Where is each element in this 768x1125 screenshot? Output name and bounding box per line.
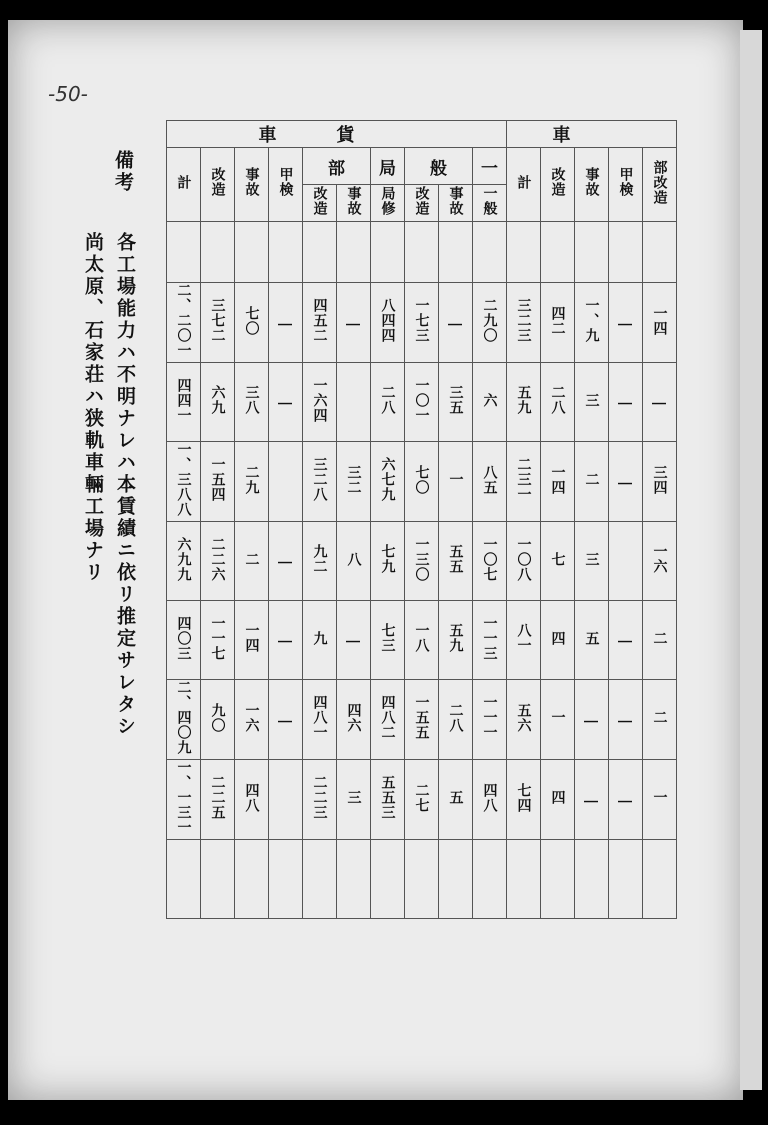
table-cell <box>609 442 643 522</box>
cell-value: 三八 <box>243 385 260 415</box>
cell-value: 三二三 <box>515 298 532 343</box>
table-cell <box>439 840 473 919</box>
section-header-right: 車 <box>507 121 677 148</box>
table-cell <box>235 760 269 840</box>
table-cell <box>337 363 371 442</box>
table-cell <box>201 680 235 760</box>
cell-value: 七三 <box>379 623 396 653</box>
cell-value: 一 <box>549 710 566 725</box>
cell-value: 四二 <box>549 305 566 336</box>
table-cell <box>575 840 609 919</box>
table-cell <box>235 442 269 522</box>
table-cell <box>609 363 643 442</box>
cell-value: 二二五 <box>209 775 226 820</box>
cell-value: 二、四〇九 <box>175 680 192 755</box>
table-cell <box>269 522 303 601</box>
cell-value: 四五二 <box>311 298 328 343</box>
col-header-local-repair: 局修 <box>371 185 405 222</box>
cell-value: 四 <box>549 790 566 805</box>
blank-row <box>167 222 677 283</box>
table-cell <box>405 283 439 363</box>
table-cell <box>473 442 507 522</box>
cell-value: 九二 <box>311 544 328 574</box>
table-row <box>167 840 677 919</box>
cell-value: 二九〇 <box>481 298 498 343</box>
subgroup-kyoku: 局 <box>371 148 405 185</box>
table-row <box>167 601 677 680</box>
table-cell <box>269 283 303 363</box>
table-row <box>167 522 677 601</box>
table-row <box>167 363 677 442</box>
cell-value: 九〇 <box>209 702 226 733</box>
section-header-left <box>167 121 507 148</box>
subgroup-ichi: 一 <box>473 148 507 185</box>
cell-value: 一 <box>447 472 464 487</box>
table-cell <box>473 760 507 840</box>
cell-value: 三五 <box>447 385 464 415</box>
subgroup-header-row <box>167 148 677 185</box>
table-cell <box>303 601 337 680</box>
table-cell <box>303 760 337 840</box>
cell-value: | <box>617 639 634 646</box>
table-cell <box>201 363 235 442</box>
remarks-line-2: 尚太原、石家荘ハ狭軌車輛工場ナリ <box>82 232 104 584</box>
table-cell <box>167 760 201 840</box>
cell-value: 七〇 <box>243 305 260 336</box>
col-header-han-accident: 事故 <box>439 185 473 222</box>
cell-value: | <box>277 401 294 408</box>
cell-value: 四四一 <box>175 377 192 423</box>
table-cell <box>405 442 439 522</box>
cell-value: 二 <box>243 551 260 567</box>
table-cell <box>167 363 201 442</box>
cell-value: | <box>277 639 294 646</box>
table-cell <box>575 522 609 601</box>
table-cell <box>575 283 609 363</box>
cell-value: 四〇三 <box>175 615 192 661</box>
table-cell <box>643 283 677 363</box>
table-cell <box>473 680 507 760</box>
table-cell <box>235 680 269 760</box>
cell-value: 一〇八 <box>515 536 532 582</box>
cell-value: 四八一 <box>311 695 328 740</box>
table-cell <box>507 363 541 442</box>
table-row <box>167 680 677 760</box>
table-cell <box>235 363 269 442</box>
table-cell <box>337 680 371 760</box>
table-cell <box>541 522 575 601</box>
cell-value: 二八 <box>447 702 464 733</box>
table-cell <box>337 442 371 522</box>
cell-value: 三二八 <box>311 457 328 502</box>
table-cell <box>609 680 643 760</box>
table-cell <box>371 283 405 363</box>
cell-value: | <box>617 480 634 487</box>
cell-value: 六七九 <box>379 457 396 502</box>
cell-value: | <box>651 401 668 408</box>
cell-value: 一一三 <box>481 615 498 661</box>
table-cell <box>201 442 235 522</box>
table-cell <box>609 840 643 919</box>
table-cell <box>269 442 303 522</box>
cell-value: 三二 <box>345 464 362 495</box>
table-cell <box>371 680 405 760</box>
cell-value: 一三〇 <box>413 536 430 582</box>
page-number: -50- <box>48 82 88 106</box>
table-cell <box>269 680 303 760</box>
table-cell <box>337 283 371 363</box>
table-cell <box>405 840 439 919</box>
cell-value: 六九 <box>209 385 226 415</box>
table-cell <box>575 442 609 522</box>
table-cell <box>269 760 303 840</box>
table-cell <box>541 283 575 363</box>
table-cell <box>405 601 439 680</box>
col-header-inspection-left: 甲検 <box>269 148 303 222</box>
table-cell <box>439 442 473 522</box>
table-cell <box>269 363 303 442</box>
cell-value: 八一 <box>515 623 532 653</box>
table-cell <box>371 760 405 840</box>
cell-value: 四八二 <box>379 695 396 740</box>
table-cell <box>507 840 541 919</box>
cell-value: 一、一三一 <box>175 760 192 835</box>
table-row <box>167 283 677 363</box>
table-cell <box>473 601 507 680</box>
table-cell <box>541 601 575 680</box>
table-cell <box>507 522 541 601</box>
cell-value: 七四 <box>515 782 532 813</box>
table-cell <box>235 601 269 680</box>
cell-value: 一〇一 <box>413 377 430 423</box>
table-cell <box>371 442 405 522</box>
cell-value: 七〇 <box>413 464 430 495</box>
table-cell <box>167 840 201 919</box>
table-cell <box>507 680 541 760</box>
cell-value: | <box>617 321 634 328</box>
table-cell <box>473 840 507 919</box>
cell-value: 一一一 <box>481 695 498 740</box>
cell-value: 一五五 <box>413 695 430 740</box>
table-cell <box>541 680 575 760</box>
table-cell <box>167 601 201 680</box>
cell-value: | <box>583 798 600 805</box>
table-cell <box>167 442 201 522</box>
table-cell <box>303 680 337 760</box>
cell-value: 五五 <box>447 544 464 574</box>
cell-value: 一一七 <box>209 615 226 661</box>
table-row <box>167 760 677 840</box>
cell-value: 二 <box>651 710 668 725</box>
cell-value: 八 <box>345 551 362 567</box>
col-header-han-modification: 改造 <box>405 185 439 222</box>
table-cell <box>575 760 609 840</box>
table-cell <box>235 840 269 919</box>
cell-value: | <box>617 718 634 725</box>
col-header-bu-modification-right: 部改造 <box>643 148 677 222</box>
table-cell <box>371 601 405 680</box>
cell-value: | <box>447 321 464 328</box>
cell-value: 三 <box>345 790 362 805</box>
col-header-bu-modification: 改造 <box>303 185 337 222</box>
table-cell <box>473 363 507 442</box>
table-cell <box>235 522 269 601</box>
table-cell <box>609 283 643 363</box>
col-header-total-left: 計 <box>167 148 201 222</box>
cell-value: 一、九 <box>583 298 600 343</box>
table-cell <box>405 760 439 840</box>
cell-value: 二七 <box>413 782 430 813</box>
table-cell <box>337 760 371 840</box>
table-cell <box>439 283 473 363</box>
subgroup-han: 般 <box>405 148 473 185</box>
cell-value: 三 <box>583 392 600 408</box>
table-cell <box>507 601 541 680</box>
section-header-row <box>167 121 677 148</box>
cell-value: | <box>277 718 294 725</box>
table-cell <box>439 680 473 760</box>
table-cell <box>643 601 677 680</box>
table-cell <box>439 760 473 840</box>
table-cell <box>201 760 235 840</box>
table-cell <box>609 601 643 680</box>
table-cell <box>167 680 201 760</box>
table-cell <box>439 363 473 442</box>
cell-value: 一六 <box>651 544 668 574</box>
cell-value: 一六 <box>243 702 260 733</box>
cell-value: | <box>277 321 294 328</box>
table-cell <box>507 760 541 840</box>
table-cell <box>541 760 575 840</box>
table-cell <box>643 363 677 442</box>
cell-value: 一四 <box>651 305 668 336</box>
table-cell <box>541 363 575 442</box>
cell-value: 五 <box>447 790 464 805</box>
table-cell <box>541 442 575 522</box>
col-header-general: 一般 <box>473 185 507 222</box>
cell-value: 二二三 <box>311 775 328 820</box>
cell-value: 二九 <box>243 464 260 495</box>
table-cell <box>439 522 473 601</box>
table-cell <box>643 840 677 919</box>
table-cell <box>643 760 677 840</box>
cell-value: 一四 <box>243 623 260 653</box>
table-body <box>167 283 677 919</box>
cell-value: 六 <box>481 392 498 408</box>
cell-value: 八四四 <box>379 298 396 343</box>
section-label-car: 車 <box>258 125 337 146</box>
table-cell <box>405 522 439 601</box>
table-cell <box>575 363 609 442</box>
table-cell <box>507 442 541 522</box>
cell-value: 一五四 <box>209 457 226 502</box>
cell-value: 二、二〇一 <box>175 283 192 358</box>
cell-value: | <box>617 401 634 408</box>
cell-value: 三四 <box>651 464 668 495</box>
table-cell <box>269 840 303 919</box>
cell-value: 二八 <box>549 385 566 415</box>
table-cell <box>201 601 235 680</box>
table-cell <box>439 601 473 680</box>
cell-value: 七 <box>549 551 566 567</box>
table-cell <box>337 522 371 601</box>
cell-value: 四 <box>549 630 566 646</box>
table-cell <box>303 442 337 522</box>
table-row <box>167 442 677 522</box>
table-cell <box>643 522 677 601</box>
table-cell <box>269 601 303 680</box>
table-cell <box>609 522 643 601</box>
remarks-line-1: 各工場能力ハ不明ナレハ本賃績ニ依リ推定サレタシ <box>114 232 136 738</box>
table-cell <box>643 680 677 760</box>
table-cell <box>473 522 507 601</box>
table-cell <box>405 680 439 760</box>
cell-value: 七九 <box>379 544 396 574</box>
cell-value: 四八 <box>481 782 498 813</box>
cell-value: 一、三八八 <box>175 442 192 517</box>
subgroup-bu: 部 <box>303 148 371 185</box>
cell-value: 四六 <box>345 702 362 733</box>
cell-value: 一六四 <box>311 377 328 423</box>
cell-value: | <box>617 798 634 805</box>
cell-value: 五五三 <box>379 775 396 820</box>
table-cell <box>337 840 371 919</box>
cell-value: 一四 <box>549 464 566 495</box>
table-cell <box>371 363 405 442</box>
table-cell <box>575 680 609 760</box>
cell-value: 五 <box>583 630 600 646</box>
freight-car-repair-table <box>166 120 677 919</box>
table-cell <box>303 522 337 601</box>
col-header-modification-left: 改造 <box>201 148 235 222</box>
table-cell <box>473 283 507 363</box>
table-cell <box>371 840 405 919</box>
cell-value: 五六 <box>515 702 532 733</box>
col-header-total-right: 計 <box>507 148 541 222</box>
remarks-label: 備考 <box>112 150 134 194</box>
page-edge <box>740 30 762 1090</box>
table-cell <box>405 363 439 442</box>
table-cell <box>201 840 235 919</box>
table-cell <box>371 522 405 601</box>
col-header-inspection-right: 甲検 <box>609 148 643 222</box>
cell-value: | <box>345 321 362 328</box>
table-cell <box>201 522 235 601</box>
cell-value: 五九 <box>447 623 464 653</box>
table-cell <box>167 522 201 601</box>
col-header-accident-right: 事故 <box>575 148 609 222</box>
cell-value: 二 <box>651 630 668 646</box>
cell-value: 一 <box>651 790 668 805</box>
cell-value: 九 <box>311 630 328 646</box>
section-label-freight: 貨 <box>336 125 415 146</box>
table-cell <box>303 283 337 363</box>
cell-value: 三七二 <box>209 298 226 343</box>
cell-value: 一〇七 <box>481 536 498 582</box>
col-header-accident-left: 事故 <box>235 148 269 222</box>
cell-value: 六九九 <box>175 536 192 582</box>
cell-value: 二二六 <box>209 536 226 582</box>
cell-value: 二三一 <box>515 457 532 502</box>
table-cell <box>201 283 235 363</box>
cell-value: 一八 <box>413 623 430 653</box>
col-header-bu-accident: 事故 <box>337 185 371 222</box>
table-cell <box>643 442 677 522</box>
table-cell <box>541 840 575 919</box>
cell-value: | <box>583 718 600 725</box>
cell-value: 二 <box>583 472 600 487</box>
cell-value: 八五 <box>481 464 498 495</box>
cell-value: 一七三 <box>413 298 430 343</box>
cell-value: 五九 <box>515 385 532 415</box>
table-cell <box>167 283 201 363</box>
cell-value: 二八 <box>379 385 396 415</box>
table-cell <box>609 760 643 840</box>
table-cell <box>303 840 337 919</box>
cell-value: | <box>277 560 294 567</box>
table-cell <box>235 283 269 363</box>
cell-value: | <box>345 639 362 646</box>
table-cell <box>575 601 609 680</box>
table-cell <box>507 283 541 363</box>
cell-value: 四八 <box>243 782 260 813</box>
cell-value: 三 <box>583 551 600 567</box>
table-cell <box>303 363 337 442</box>
col-header-modification-right: 改造 <box>541 148 575 222</box>
table-cell <box>337 601 371 680</box>
